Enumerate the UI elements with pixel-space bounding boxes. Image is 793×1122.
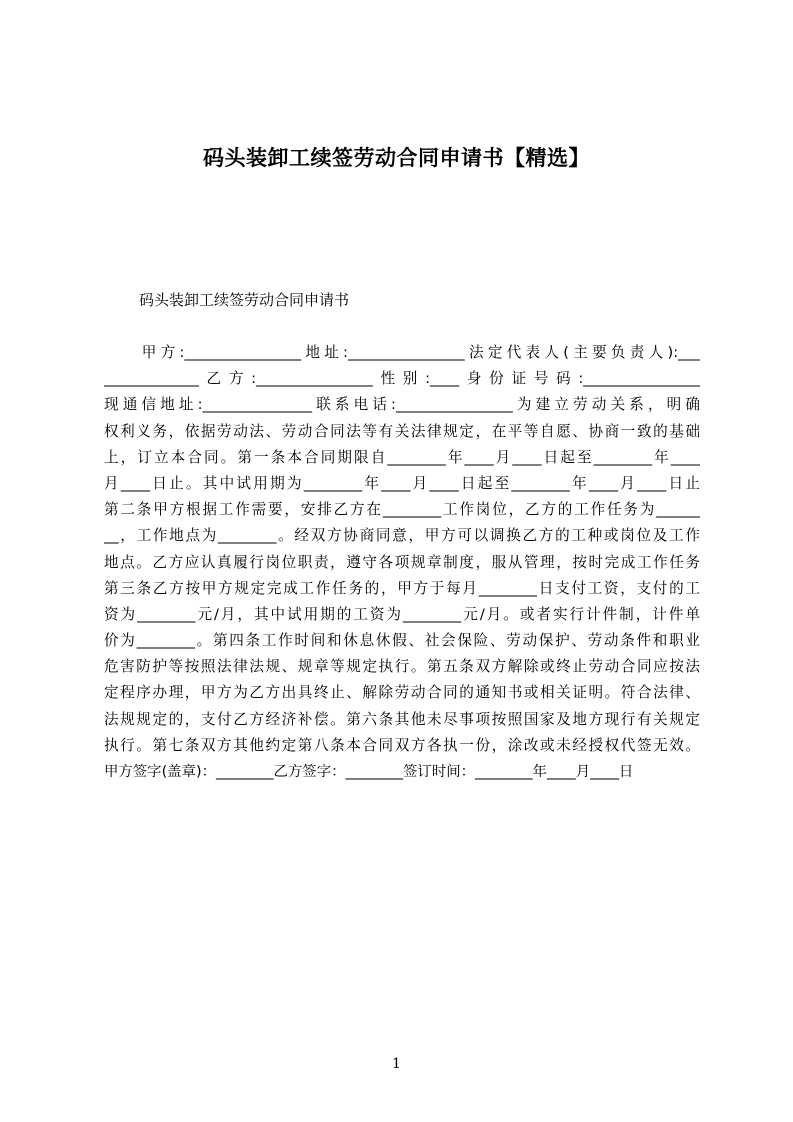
body-line: 月____日止。其中试用期为________年____月____日起至________年____月____日止 xyxy=(104,474,700,492)
body-line: 危害防护等按照法律法规、规章等规定执行。第五条双方解除或终止劳动合同应按法 xyxy=(104,658,700,676)
document-title: 码头装卸工续签劳动合同申请书【精选】 xyxy=(203,146,590,170)
body-line: 第二条甲方根据工作需要，安排乙方在________工作岗位，乙方的工作任务为______ xyxy=(104,501,700,519)
body-line: 甲方:________________地址:________________法定代表人(主要负责人):___ xyxy=(104,344,700,361)
body-line: 执行。第七条双方其他约定第八条本合同双方各执一份，涂改或未经授权代签无效。 xyxy=(104,736,700,754)
body-line: _____________乙方:________________性别:____身份证号码:________________ xyxy=(104,370,700,388)
body-line: 上，订立本合同。第一条本合同期限自________年____月____日起至________年____ xyxy=(104,448,700,466)
body-line: __，工作地点为________。经双方协商同意，甲方可以调换乙方的工种或岗位及工作 xyxy=(104,527,700,545)
body-line: 第三条乙方按甲方规定完成工作任务的，甲方于每月________日支付工资，支付的工 xyxy=(104,579,700,597)
signature-line: 甲方签字(盖章)：________乙方签字：________签订时间：________年____月____日 xyxy=(104,764,634,780)
body-line: 资为________元/月，其中试用期的工资为________元/月。或者实行计件制，计件单 xyxy=(104,605,700,623)
body-line: 定程序办理，甲方为乙方出具终止、解除劳动合同的通知书或相关证明。符合法律、 xyxy=(104,684,700,702)
body-line: 权利义务，依据劳动法、劳动合同法等有关法律规定，在平等自愿、协商一致的基础 xyxy=(104,422,700,440)
body-line: 法规规定的，支付乙方经济补偿。第六条其他未尽事项按照国家及地方现行有关规定 xyxy=(104,710,700,728)
body-line: 价为________。第四条工作时间和休息休假、社会保险、劳动保护、劳动条件和职业 xyxy=(104,632,700,650)
body-line: 地点。乙方应认真履行岗位职责，遵守各项规章制度，服从管理，按时完成工作任务 xyxy=(104,553,700,571)
document-subtitle: 码头装卸工续签劳动合同申请书 xyxy=(139,291,350,309)
body-line: 现通信地址:_______________联系电话:________________为建立劳动关系，明确 xyxy=(104,396,700,414)
page-number: 1 xyxy=(392,1056,401,1072)
contract-body xyxy=(104,340,700,785)
